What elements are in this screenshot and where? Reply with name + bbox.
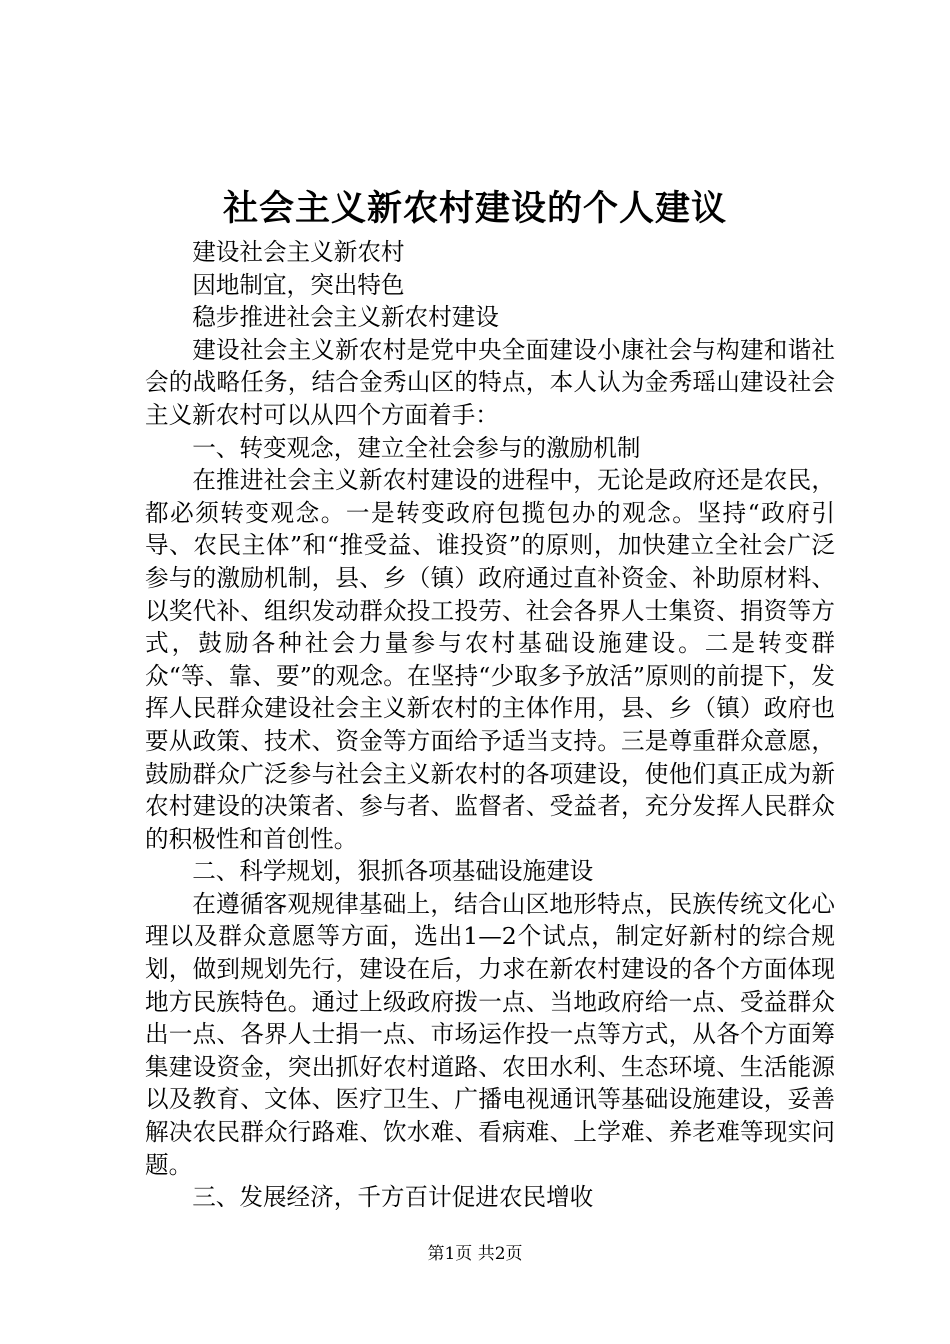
subheading-1: 建设社会主义新农村: [192, 238, 405, 266]
section-heading-2: 二、科学规划，狠抓各项基础设施建设: [192, 857, 594, 886]
document-title: 社会主义新农村建设的个人建议: [222, 188, 727, 229]
subheading-3: 稳步推进社会主义新农村建设: [192, 303, 499, 332]
section-heading-1: 一、转变观念，建立全社会参与的激励机制: [192, 433, 641, 462]
document-body: [145, 236, 835, 1214]
subheading-2: 因地制宜，突出特色: [192, 270, 405, 299]
page-footer: 第1页 共2页: [427, 1244, 523, 1264]
section-2-paragraph: 在遵循客观规律基础上，结合山区地形特点，民族传统文化心理以及群众意愿等方面，选出1—2个试点，制定好新村的综合规划，做到规划先行，建设在后，力求在新农村建设的各个方面体现地方民族特色。通过上级政府拨一点、当地政府给一点、受益群众出一点、各界人士捐一点、市场运作投一点等方式，从各个方面筹集建设资金，突出抓好农村道路、农田水利、生态环境、生活能源以及教育、文体、医疗卫生、广播电视通讯等基础设施建设，妥善解决农民群众行路难、饮水难、看病难、上学难、养老难等现实问题。: [145, 889, 835, 1179]
intro-paragraph: 建设社会主义新农村是党中央全面建设小康社会与构建和谐社会的战略任务，结合金秀山区的特点，本人认为金秀瑶山建设社会主义新农村可以从四个方面着手：: [145, 335, 835, 429]
section-heading-3: 三、发展经济，千方百计促进农民增收: [192, 1183, 594, 1212]
section-1-paragraph: 在推进社会主义新农村建设的进程中，无论是政府还是农民，都必须转变观念。一是转变政府包揽包办的观念。坚持“政府引导、农民主体”和“推受益、谁投资”的原则，加快建立全社会广泛参与的激励机制，县、乡（镇）政府通过直补资金、补助原材料、以奖代补、组织发动群众投工投劳、社会各界人士集资、捐资等方式，鼓励各种社会力量参与农村基础设施建设。二是转变群众“等、靠、要”的观念。在坚持“少取多予放活”原则的前提下，发挥人民群众建设社会主义新农村的主体作用，县、乡（镇）政府也要从政策、技术、资金等方面给予适当支持。三是尊重群众意愿，鼓励群众广泛参与社会主义新农村的各项建设，使他们真正成为新农村建设的决策者、参与者、监督者、受益者，充分发挥人民群众的积极性和首创性。: [145, 466, 835, 853]
